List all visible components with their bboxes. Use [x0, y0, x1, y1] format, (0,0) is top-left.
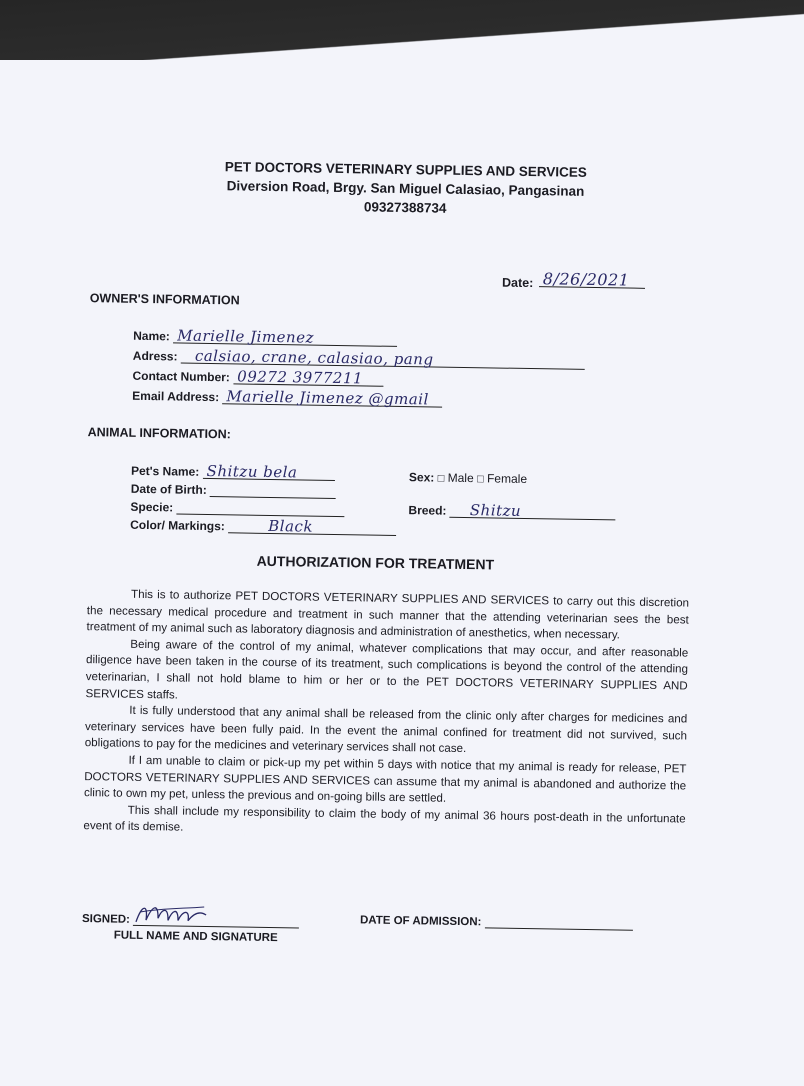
owner-email-value: Marielle Jimenez @gmail [226, 387, 429, 409]
owner-email-line [222, 387, 442, 409]
admission-label: DATE OF ADMISSION: [359, 914, 482, 929]
authorization-paragraph: Being aware of the control of my animal, whatever complications that may occur, and after reasonable diligence have been taken in the course of its treatment, such complications is beyond the control of the attending veterinarian, I shall not hold blame to him or her or to the PET DOCTORS VETERINARY SUPPLIES AND SERVICES staffs. [85, 637, 689, 702]
date-field [501, 269, 645, 292]
authorization-body [83, 586, 689, 844]
owner-email-label: Email Address: [132, 388, 220, 405]
company-name: PET DOCTORS VETERINARY SUPPLIES AND SERVICES [224, 159, 587, 180]
specie-field [130, 500, 344, 517]
admission-line [485, 914, 633, 930]
owner-name-line [173, 326, 397, 347]
authorization-paragraph: This is to authorize PET DOCTORS VETERINARY SUPPLIES AND SERVICES to carry out this discretion the necessary medical procedure and treatment in such manner that the attending veterinarian sees the best treatment of my animal such as laboratory diagnosis and administration of anesthetics, when necessary. [86, 587, 690, 642]
date-line [539, 269, 645, 290]
pet-name-field [130, 461, 335, 482]
authorization-title: AUTHORIZATION FOR TREATMENT [256, 552, 495, 573]
female-checkbox: □ [476, 473, 484, 486]
dob-field [131, 482, 337, 499]
owner-address-label: Adress: [132, 348, 178, 364]
color-value: Black [268, 516, 314, 536]
owner-contact-field [132, 369, 383, 387]
date-value: 8/26/2021 [542, 269, 630, 290]
date-label: Date: [501, 275, 534, 291]
color-label: Color/ Markings: [130, 517, 225, 534]
color-line [228, 516, 396, 536]
color-field [130, 518, 396, 536]
sex-field [409, 470, 527, 486]
company-phone: 09327388734 [363, 199, 447, 216]
male-checkbox: □ [437, 472, 445, 485]
owner-address-field [132, 346, 585, 370]
specie-label: Specie: [130, 499, 174, 515]
dob-label: Date of Birth: [130, 481, 207, 497]
breed-label: Breed: [408, 503, 447, 518]
owner-address-value: calsiao, crane, calasiao, pang [194, 346, 434, 369]
pet-name-line [202, 461, 334, 482]
authorization-paragraph: If I am unable to claim or pick-up my pet within 5 days with notice that my animal is ready for release, PET DOCTORS VETERINARY SUPPLIES AND SERVICES can assume that my animal is abandoned and authorize the clinic to own my pet, unless the previous and on-going bills are settled. [83, 753, 687, 805]
owner-name-label: Name: [133, 328, 170, 344]
breed-field [408, 503, 616, 520]
signed-label: SIGNED: [81, 913, 131, 926]
owner-email-field [132, 389, 442, 408]
animal-section-title: ANIMAL INFORMATION: [87, 425, 232, 442]
breed-line [450, 501, 616, 521]
sex-male-label: Male [447, 470, 474, 486]
signature-caption: FULL NAME AND SIGNATURE [113, 929, 278, 945]
authorization-paragraph: This shall include my responsibility to claim the body of my animal 36 hours post-death in the unfortunate event of its demise. [83, 803, 686, 834]
pet-name-value: Shitzu bela [206, 461, 298, 482]
specie-line [176, 500, 344, 517]
sex-female-label: Female [486, 471, 528, 486]
owner-contact-value: 09272 3977211 [237, 367, 364, 388]
handwritten-signature [132, 896, 213, 931]
sex-label: Sex: [408, 470, 435, 485]
pet-name-label: Pet's Name: [130, 463, 200, 479]
authorization-paragraph: It is fully understood that any animal shall be released from the clinic only after charges for medicines and veterinary services have been fully paid. In the event the animal confined for treatment did not survived, such obligations to pay for the medicines and veterinary services shall not case. [84, 703, 688, 756]
owner-name-field [133, 326, 397, 347]
form-header [155, 156, 656, 221]
breed-value: Shitzu [469, 501, 522, 520]
owner-section-title: OWNER'S INFORMATION [89, 291, 240, 308]
admission-field [360, 912, 633, 930]
owner-contact-line [233, 367, 383, 388]
owner-name-value: Marielle Jimenez [177, 326, 315, 347]
dob-line [210, 483, 336, 499]
owner-contact-label: Contact Number: [132, 368, 230, 385]
company-address: Diversion Road, Brgy. San Miguel Calasiao, Pangasinan [226, 178, 585, 199]
